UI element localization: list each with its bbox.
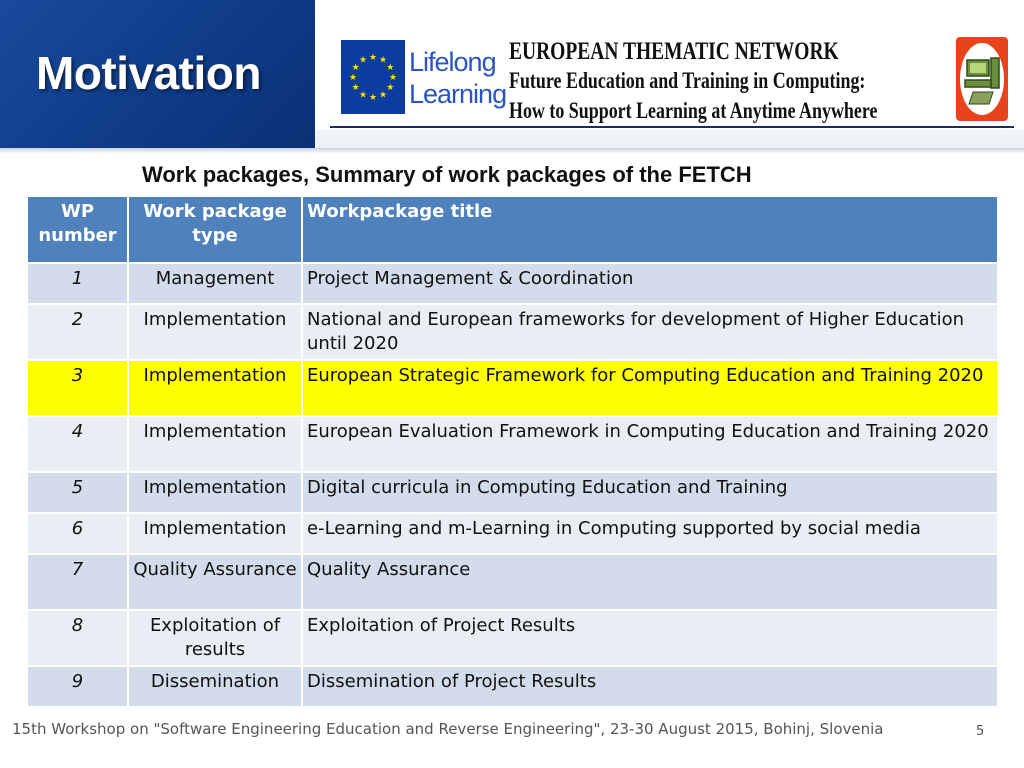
- wp-type-cell: Quality Assurance: [128, 554, 302, 610]
- table-row: [27, 554, 998, 610]
- wp-type-cell: Implementation: [128, 513, 302, 554]
- wp-number-cell: 8: [27, 610, 128, 666]
- eu-star-icon: ★: [358, 55, 368, 66]
- lifelong-learning-text: [409, 46, 506, 110]
- wp-title-cell: European Evaluation Framework in Computing Education and Training 2020: [302, 416, 998, 472]
- title-box: [0, 0, 315, 148]
- table-row-highlighted: [27, 360, 998, 416]
- table-row: [27, 513, 998, 554]
- work-packages-table: [26, 195, 999, 708]
- eu-star-icon: ★: [378, 90, 388, 101]
- table-caption: Work packages, Summary of work packages of the FETCH: [142, 162, 752, 187]
- learning-word: Learning: [409, 79, 507, 109]
- banner-divider: [330, 126, 1014, 128]
- slide-footer: 15th Workshop on "Software Engineering Education and Reverse Engineering", 23-30 August 2015, Bohinj, Slovenia: [12, 720, 884, 738]
- header-wp-type: Work package type: [128, 196, 302, 263]
- wp-number-cell: 9: [27, 666, 128, 707]
- eu-star-icon: ★: [348, 73, 358, 83]
- eu-star-icon: ★: [386, 63, 395, 73]
- network-subtitle-1: Future Education and Training in Computing:: [509, 68, 866, 93]
- wp-title-cell: Project Management & Coordination: [302, 263, 998, 304]
- wp-title-cell: National and European frameworks for development of Higher Education until 2020: [302, 304, 998, 360]
- wp-type-cell: Implementation: [128, 472, 302, 513]
- eu-star-icon: ★: [368, 53, 378, 63]
- wp-number-cell: 2: [27, 304, 128, 360]
- eu-star-icon: ★: [388, 73, 398, 83]
- wp-type-cell: Implementation: [128, 360, 302, 416]
- eu-star-icon: ★: [351, 63, 360, 73]
- wp-title-cell: Exploitation of Project Results: [302, 610, 998, 666]
- eu-star-icon: ★: [386, 83, 395, 93]
- header-shadow: [0, 148, 1024, 154]
- header-wp-number: WP number: [27, 196, 128, 263]
- wp-type-cell: Implementation: [128, 416, 302, 472]
- wp-number-cell: 6: [27, 513, 128, 554]
- eu-flag-icon: [341, 40, 405, 114]
- wp-type-cell: Exploitation of results: [128, 610, 302, 666]
- wp-number-cell: 1: [27, 263, 128, 304]
- wp-title-cell: Dissemination of Project Results: [302, 666, 998, 707]
- eu-star-icon: ★: [368, 93, 378, 103]
- table-row: [27, 610, 998, 666]
- wp-type-cell: Management: [128, 263, 302, 304]
- lifelong-learning-logo: [341, 40, 507, 114]
- eu-star-icon: ★: [378, 55, 388, 66]
- wp-title-cell: Quality Assurance: [302, 554, 998, 610]
- wp-type-cell: Dissemination: [128, 666, 302, 707]
- lifelong-word: Lifelong: [409, 47, 496, 77]
- table-row: [27, 666, 998, 707]
- wp-title-cell: e-Learning and m-Learning in Computing supported by social media: [302, 513, 998, 554]
- wp-type-cell: Implementation: [128, 304, 302, 360]
- wp-number-cell: 3: [27, 360, 128, 416]
- header-wp-title: Workpackage title: [302, 196, 998, 263]
- eu-star-icon: ★: [351, 83, 360, 93]
- eu-star-icon: ★: [358, 90, 368, 101]
- table-row: [27, 472, 998, 513]
- table-row: [27, 416, 998, 472]
- table-header-row: [27, 196, 998, 263]
- wp-number-cell: 5: [27, 472, 128, 513]
- table-row: [27, 263, 998, 304]
- page-number: 5: [976, 724, 985, 739]
- wp-title-cell: European Strategic Framework for Computing Education and Training 2020: [302, 360, 998, 416]
- network-title: EUROPEAN THEMATIC NETWORK: [509, 38, 839, 65]
- network-title-block: [509, 38, 877, 126]
- computer-logo-icon: [955, 36, 1009, 122]
- table-row: [27, 304, 998, 360]
- wp-number-cell: 4: [27, 416, 128, 472]
- wp-title-cell: Digital curricula in Computing Education and Training: [302, 472, 998, 513]
- slide-title: Motivation: [36, 47, 261, 99]
- network-subtitle-2: How to Support Learning at Anytime Anywhere: [509, 98, 878, 123]
- wp-number-cell: 7: [27, 554, 128, 610]
